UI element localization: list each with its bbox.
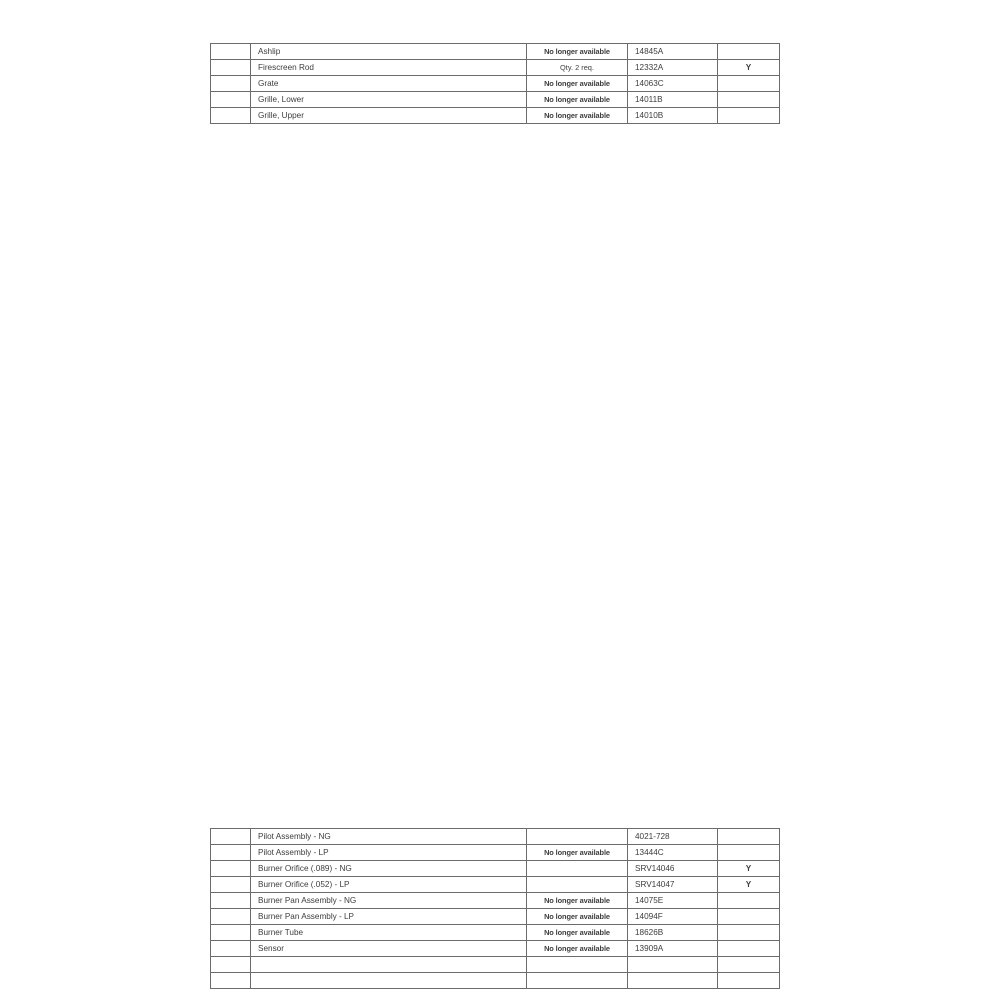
- cell-part-number: 18626B: [628, 925, 718, 941]
- cell-part-number: 12332A: [628, 60, 718, 76]
- cell-flag: Y: [718, 877, 780, 893]
- cell-item-number: [211, 973, 251, 989]
- cell-flag: Y: [718, 60, 780, 76]
- cell-note: [527, 861, 628, 877]
- table-row: [211, 60, 780, 76]
- cell-note: Qty. 2 req.: [527, 60, 628, 76]
- cell-description: Firescreen Rod: [251, 60, 527, 76]
- cell-description: Burner Pan Assembly - LP: [251, 909, 527, 925]
- cell-flag: [718, 941, 780, 957]
- table-row: [211, 973, 780, 989]
- cell-part-number: 13444C: [628, 845, 718, 861]
- cell-flag: [718, 893, 780, 909]
- cell-item-number: [211, 877, 251, 893]
- cell-item-number: [211, 44, 251, 60]
- cell-part-number: 14063C: [628, 76, 718, 92]
- parts-table-top: [210, 43, 780, 124]
- cell-note: [527, 877, 628, 893]
- table-row: [211, 941, 780, 957]
- cell-flag: [718, 108, 780, 124]
- cell-note: [527, 973, 628, 989]
- cell-note: [527, 957, 628, 973]
- cell-part-number: 14075E: [628, 893, 718, 909]
- cell-flag: [718, 76, 780, 92]
- cell-description: [251, 957, 527, 973]
- cell-part-number: 13909A: [628, 941, 718, 957]
- table-row: [211, 92, 780, 108]
- parts-table-bottom: [210, 828, 780, 989]
- cell-note: No longer available: [527, 92, 628, 108]
- cell-item-number: [211, 60, 251, 76]
- cell-note: No longer available: [527, 925, 628, 941]
- table-row: [211, 925, 780, 941]
- cell-description: Burner Orifice (.089) - NG: [251, 861, 527, 877]
- cell-flag: [718, 957, 780, 973]
- parts-table-bottom-body: [211, 829, 780, 989]
- table-row: [211, 44, 780, 60]
- table-row: [211, 877, 780, 893]
- cell-item-number: [211, 108, 251, 124]
- cell-description: Burner Pan Assembly - NG: [251, 893, 527, 909]
- cell-note: No longer available: [527, 941, 628, 957]
- cell-item-number: [211, 893, 251, 909]
- cell-item-number: [211, 845, 251, 861]
- cell-part-number: [628, 973, 718, 989]
- cell-flag: [718, 845, 780, 861]
- cell-flag: [718, 925, 780, 941]
- cell-description: Ashlip: [251, 44, 527, 60]
- cell-part-number: SRV14047: [628, 877, 718, 893]
- parts-table-top-body: [211, 44, 780, 124]
- cell-description: Burner Tube: [251, 925, 527, 941]
- cell-description: Burner Orifice (.052) - LP: [251, 877, 527, 893]
- cell-description: [251, 973, 527, 989]
- table-row: [211, 108, 780, 124]
- cell-description: Pilot Assembly - NG: [251, 829, 527, 845]
- cell-description: Grille, Lower: [251, 92, 527, 108]
- table-row: [211, 957, 780, 973]
- cell-note: [527, 829, 628, 845]
- cell-description: Pilot Assembly - LP: [251, 845, 527, 861]
- cell-note: No longer available: [527, 893, 628, 909]
- cell-item-number: [211, 861, 251, 877]
- cell-note: No longer available: [527, 845, 628, 861]
- cell-note: No longer available: [527, 108, 628, 124]
- table-row: [211, 861, 780, 877]
- cell-note: No longer available: [527, 909, 628, 925]
- cell-flag: [718, 92, 780, 108]
- cell-part-number: [628, 957, 718, 973]
- cell-item-number: [211, 941, 251, 957]
- cell-part-number: 14094F: [628, 909, 718, 925]
- cell-part-number: SRV14046: [628, 861, 718, 877]
- cell-note: No longer available: [527, 76, 628, 92]
- table-row: [211, 76, 780, 92]
- cell-item-number: [211, 92, 251, 108]
- table-row: [211, 893, 780, 909]
- cell-part-number: 4021-728: [628, 829, 718, 845]
- cell-flag: [718, 909, 780, 925]
- cell-description: Sensor: [251, 941, 527, 957]
- cell-item-number: [211, 76, 251, 92]
- table-row: [211, 909, 780, 925]
- cell-note: No longer available: [527, 44, 628, 60]
- cell-flag: [718, 829, 780, 845]
- table-row: [211, 845, 780, 861]
- cell-description: Grate: [251, 76, 527, 92]
- cell-item-number: [211, 957, 251, 973]
- cell-flag: [718, 44, 780, 60]
- cell-description: Grille, Upper: [251, 108, 527, 124]
- cell-flag: [718, 973, 780, 989]
- cell-part-number: 14010B: [628, 108, 718, 124]
- cell-part-number: 14011B: [628, 92, 718, 108]
- cell-part-number: 14845A: [628, 44, 718, 60]
- cell-item-number: [211, 829, 251, 845]
- table-row: [211, 829, 780, 845]
- cell-flag: Y: [718, 861, 780, 877]
- cell-item-number: [211, 925, 251, 941]
- cell-item-number: [211, 909, 251, 925]
